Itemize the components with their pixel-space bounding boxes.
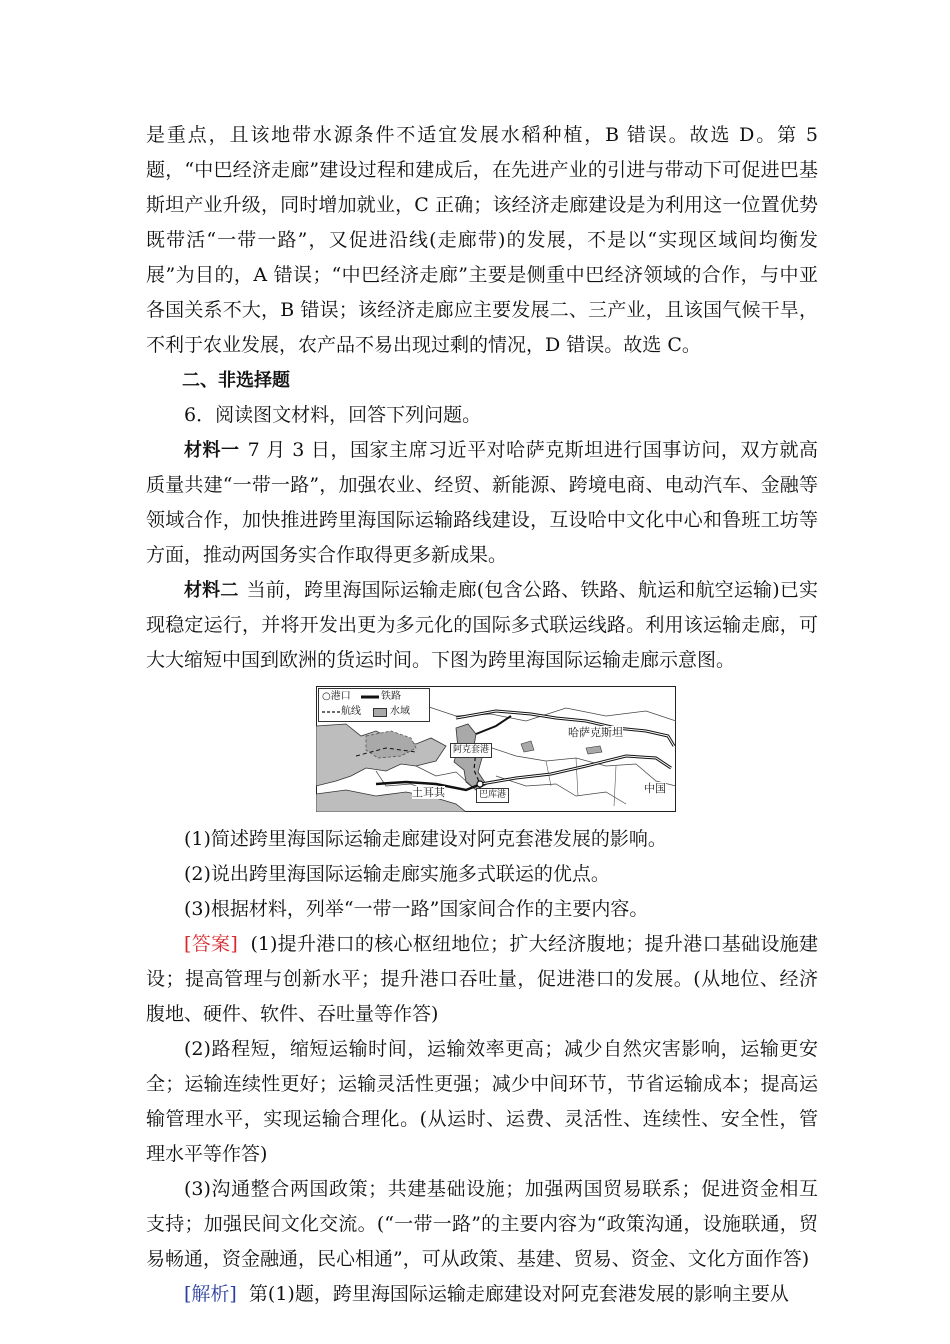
label-aktau-port: 阿克套港 xyxy=(450,743,492,758)
label-turkey: 土耳其 xyxy=(412,786,445,799)
analysis-text: 第(1)题，跨里海国际运输走廊建设对阿克套港发展的影响主要从 xyxy=(248,1283,789,1305)
material-2-text: 当前，跨里海国际运输走廊(包含公路、铁路、航运和航空运输)已实现稳定运行，并将开发出更为多元化的国际多式联运线路。利用该运输走廊，可大大缩短中国到欧洲的货运时间。下图为跨里海国际运输走廊示意图。 xyxy=(146,579,819,671)
legend-port: ○港口 xyxy=(322,691,351,702)
answer-part-2: (2)路程短，缩短运输时间，运输效率更高；减少自然灾害影响，运输更安全；运输连续性更好；运输灵活性更强；减少中间环节，节省运输成本；提高运输管理水平，实现运输合理化。(从运时、运费、灵活性、连续性、安全性，管理水平等作答) xyxy=(146,1038,818,1165)
answer-part-3: (3)沟通整合两国政策；共建基础设施；加强两国贸易联系；促进资金相互支持；加强民间文化交流。(“一带一路”的主要内容为“政策沟通，设施联通，贸易畅通，资金融通，民心相通”，可从政策、基建、贸易、资金、文化方面作答) xyxy=(146,1178,818,1270)
answer-part-1 xyxy=(146,927,818,1032)
legend-route: 航线 xyxy=(341,706,361,717)
section-title: 二、非选择题 xyxy=(182,370,290,391)
question-3: (3)根据材料，列举“一带一路”国家间合作的主要内容。 xyxy=(184,898,649,920)
question-2: (2)说出跨里海国际运输走廊实施多式联运的优点。 xyxy=(184,863,610,885)
material-1-text: 7 月 3 日，国家主席习近平对哈萨克斯坦进行国事访问，双方就高质量共建“一带一路”，加强农业、经贸、新能源、跨境电商、电动汽车、金融等领域合作，加快推进跨里海国际运输路线建设，互设哈中文化中心和鲁班工坊等方面，推动两国务实合作取得更多新成果。 xyxy=(146,439,818,566)
map-legend xyxy=(318,688,430,722)
analysis xyxy=(146,1277,818,1312)
paragraph-prev-answer: 是重点，且该地带水源条件不适宜发展水稻种植，B 错误。故选 D。第 5 题，“中巴经济走廊”建设过程和建成后，在先进产业的引进与带动下可促进巴基斯坦产业升级，同时增加就业，C 正确；该经济走廊建设是为利用这一位置优势既带活“一带一路”，又促进沿线(走廊带)的发展，不是以“实现区域间均衡发展”为目的，A 错误；“中巴经济走廊”主要是侧重中巴经济领域的合作，与中亚各国关系不大，B 错误；该经济走廊应主要发展二、三产业，且该国气候干旱，不利于农业发展，农产品不易出现过剩的情况，D 错误。故选 C。 xyxy=(146,124,818,356)
corridor-map xyxy=(316,686,676,812)
legend-water: 水域 xyxy=(390,706,410,717)
material-1 xyxy=(146,433,818,573)
answer-part-1-text: (1)提升港口的核心枢纽地位；扩大经济腹地；提升港口基础设施建设；提高管理与创新水平；提升港口吞吐量，促进港口的发展。(从地位、经济腹地、硬件、软件、吞吐量等作答) xyxy=(146,933,818,1025)
label-baku-port: 巴库港 xyxy=(476,788,509,803)
question-intro: 6．阅读图文材料，回答下列问题。 xyxy=(184,404,482,426)
material-1-label: 材料一 xyxy=(184,440,240,461)
legend-rail: 铁路 xyxy=(381,691,401,702)
label-china: 中国 xyxy=(644,782,666,795)
document-page xyxy=(146,118,818,1312)
rail-line-icon xyxy=(361,694,379,700)
analysis-tag: [解析] xyxy=(184,1283,237,1305)
label-kazakhstan: 哈萨克斯坦 xyxy=(568,726,623,739)
material-2 xyxy=(146,573,818,678)
question-1: (1)简述跨里海国际运输走廊建设对阿克套港发展的影响。 xyxy=(184,828,667,850)
material-2-label: 材料二 xyxy=(184,580,239,601)
water-swatch-icon xyxy=(373,708,387,717)
answer-tag: [答案] xyxy=(184,933,238,955)
route-line-icon xyxy=(322,709,340,715)
